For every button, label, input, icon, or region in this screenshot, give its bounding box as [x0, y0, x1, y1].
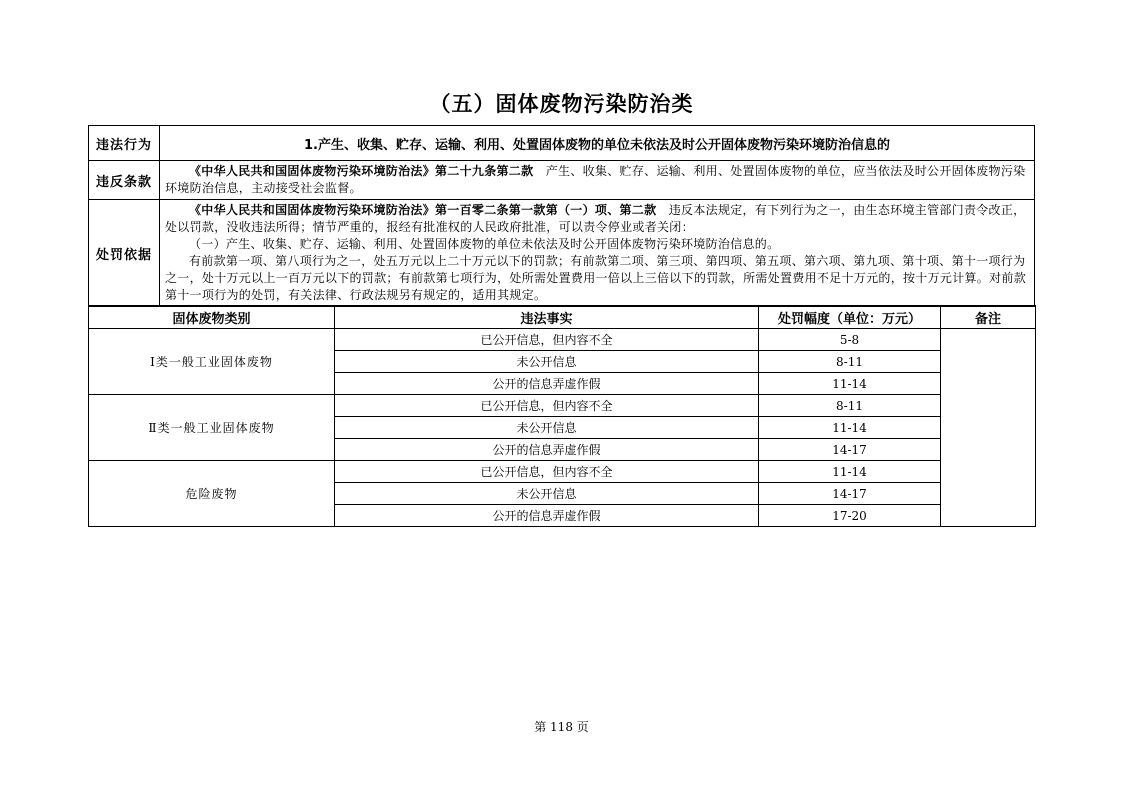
table-row — [89, 329, 1036, 351]
article-cell — [160, 161, 1035, 200]
article-label: 违反条款 — [89, 161, 160, 200]
law-table — [88, 125, 1035, 307]
page-number — [0, 718, 1123, 735]
fact-cell: 公开的信息弄虚作假 — [335, 373, 759, 395]
fact-cell: 已公开信息，但内容不全 — [335, 461, 759, 483]
penalty-text-1: 违反本法规定，有下列行为之一，由生态环境主管部门责令改正，处以罚款，没收违法所得；情节严重的，报经有批准权的人民政府批准，可以责令停业或者关闭： — [165, 203, 1026, 234]
range-cell: 14-17 — [759, 483, 941, 505]
range-cell: 8-11 — [759, 395, 941, 417]
table-row — [89, 461, 1036, 483]
table-row — [89, 395, 1036, 417]
range-cell: 17-20 — [759, 505, 941, 527]
page-title: （五）固体废物污染防治类 — [429, 92, 694, 116]
category-cell: 危险废物 — [89, 461, 335, 527]
violation-label: 违法行为 — [89, 126, 160, 161]
header-remark: 备注 — [941, 306, 1036, 329]
penalty-row — [89, 200, 1035, 307]
penalty-label: 处罚依据 — [89, 200, 160, 307]
fact-cell: 公开的信息弄虚作假 — [335, 439, 759, 461]
page-value: 118 — [550, 720, 573, 734]
range-cell: 11-14 — [759, 373, 941, 395]
violation-row — [89, 126, 1035, 161]
range-cell: 11-14 — [759, 461, 941, 483]
fact-cell: 未公开信息 — [335, 417, 759, 439]
range-cell: 8-11 — [759, 351, 941, 373]
range-cell: 11-14 — [759, 417, 941, 439]
penalty-cell — [160, 200, 1035, 307]
article-row — [89, 161, 1035, 200]
fact-cell: 未公开信息 — [335, 351, 759, 373]
penalty-text-2: （一）产生、收集、贮存、运输、利用、处置固体废物的单位未依法及时公开固体废物污染环境防治信息的。 — [189, 237, 780, 251]
fact-cell: 未公开信息 — [335, 483, 759, 505]
penalty-grid — [88, 305, 1036, 527]
category-cell: Ⅰ类一般工业固体废物 — [89, 329, 335, 395]
fact-cell: 公开的信息弄虚作假 — [335, 505, 759, 527]
page-suffix: 页 — [576, 720, 589, 734]
fact-cell: 已公开信息，但内容不全 — [335, 329, 759, 351]
header-fact: 违法事实 — [335, 306, 759, 329]
fact-cell: 已公开信息，但内容不全 — [335, 395, 759, 417]
penalty-law: 《中华人民共和国固体废物污染环境防治法》第一百零二条第一款第（一）项、第二款 — [189, 203, 657, 217]
article-law: 《中华人民共和国固体废物污染环境防治法》第二十九条第二款 — [189, 164, 534, 178]
article-text: 产生、收集、贮存、运输、利用、处置固体废物的单位，应当依法及时公开固体废物污染环境防治信息，主动接受社会监督。 — [165, 164, 1026, 195]
range-cell: 5-8 — [759, 329, 941, 351]
remark-cell — [941, 329, 1036, 527]
range-cell: 14-17 — [759, 439, 941, 461]
page-prefix: 第 — [534, 720, 547, 734]
grid-header-row — [89, 306, 1036, 329]
penalty-text-3: 有前款第一项、第八项行为之一，处五万元以上二十万元以下的罚款；有前款第二项、第三项、第四项、第五项、第六项、第九项、第十项、第十一项行为之一，处十万元以上一百万元以下的罚款；有前款第七项行为，处所需处置费用一倍以上三倍以下的罚款，所需处置费用不足十万元的，按十万元计算。对前款第十一项行为的处罚，有关法律、行政法规另有规定的，适用其规定。 — [165, 254, 1027, 302]
header-category: 固体废物类别 — [89, 306, 335, 329]
category-cell: Ⅱ类一般工业固体废物 — [89, 395, 335, 461]
header-range: 处罚幅度（单位：万元） — [759, 306, 941, 329]
violation-text: 1.产生、收集、贮存、运输、利用、处置固体废物的单位未依法及时公开固体废物污染环境防治信息的 — [160, 126, 1035, 161]
